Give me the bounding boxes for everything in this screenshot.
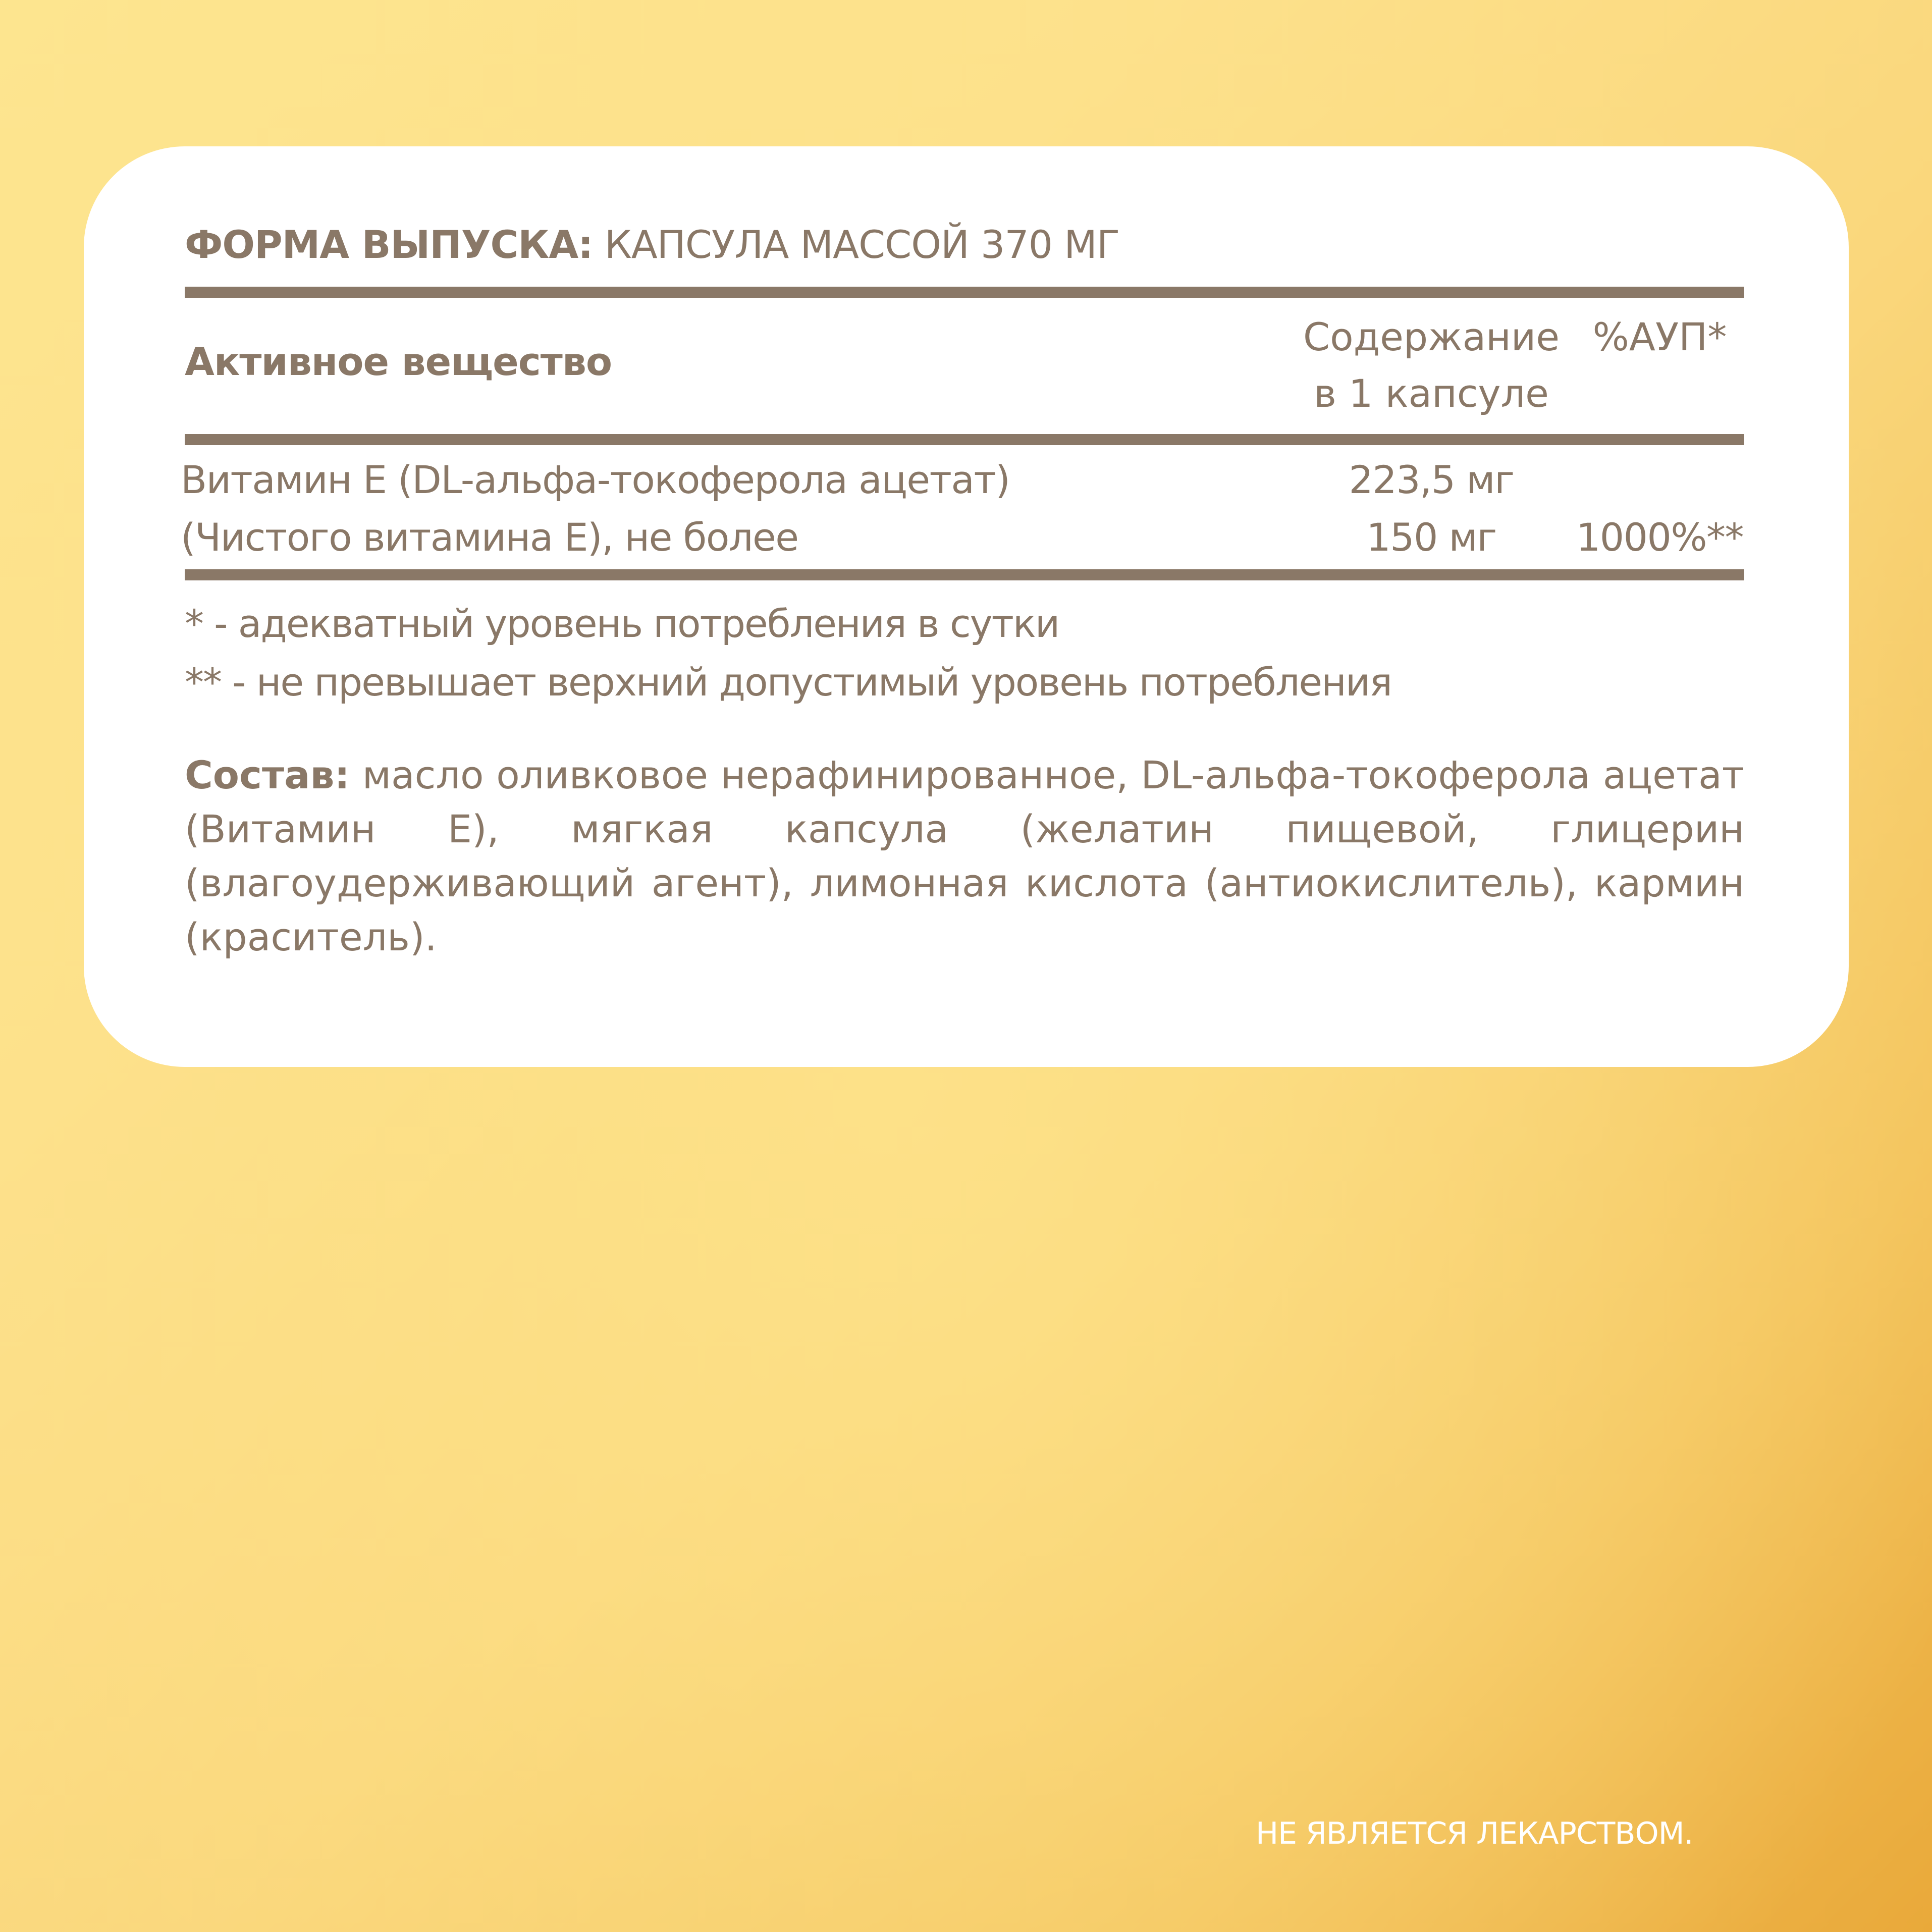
composition [185,748,1744,964]
header-content-line1: Содержание [1303,314,1560,359]
header-aup: %АУП* [1592,314,1727,359]
row-substance: Витамин Е (DL-альфа-токоферола ацетат) [181,457,1010,502]
header-active-substance: Активное вещество [185,339,612,384]
row-amount: 223,5 мг [1349,457,1514,502]
release-form-label: ФОРМА ВЫПУСКА: [185,222,593,267]
composition-label: Состав: [185,753,350,797]
release-form-title [185,217,1744,273]
footnote-aup: * - адекватный уровень потребления в сутки [185,601,1059,646]
release-form-value: КАПСУЛА МАССОЙ 370 МГ [593,222,1120,267]
info-card-content [181,217,1744,964]
row-percent: 1000%** [1576,515,1744,560]
not-a-medicine-disclaimer: НЕ ЯВЛЯЕТСЯ ЛЕКАРСТВОМ. [1256,1816,1693,1851]
table-bottom-rule [185,569,1744,580]
table-row [181,445,1744,514]
footnote-upper-limit: ** - не превышает верхний допустимый уровень потребления [185,660,1391,705]
row-amount: 150 мг [1366,515,1496,560]
header-content-per-capsule [1255,309,1608,422]
composition-text: масло оливковое нерафинированное, DL-альфа-токоферола ацетат (Витамин Е), мягкая капсула (желатин пищевой, глицерин (влагоудерживающий агент), лимонная кислота (антиокислитель), кармин (краситель). [185,753,1744,959]
footnotes [185,595,1744,712]
table-header-rule [185,434,1744,445]
table-top-rule [185,287,1744,298]
header-content-line2: в 1 капсуле [1314,371,1549,416]
table-header [185,298,1744,434]
info-card [84,146,1849,1067]
table-row [181,514,1744,569]
row-substance: (Чистого витамина Е), не более [181,515,798,560]
